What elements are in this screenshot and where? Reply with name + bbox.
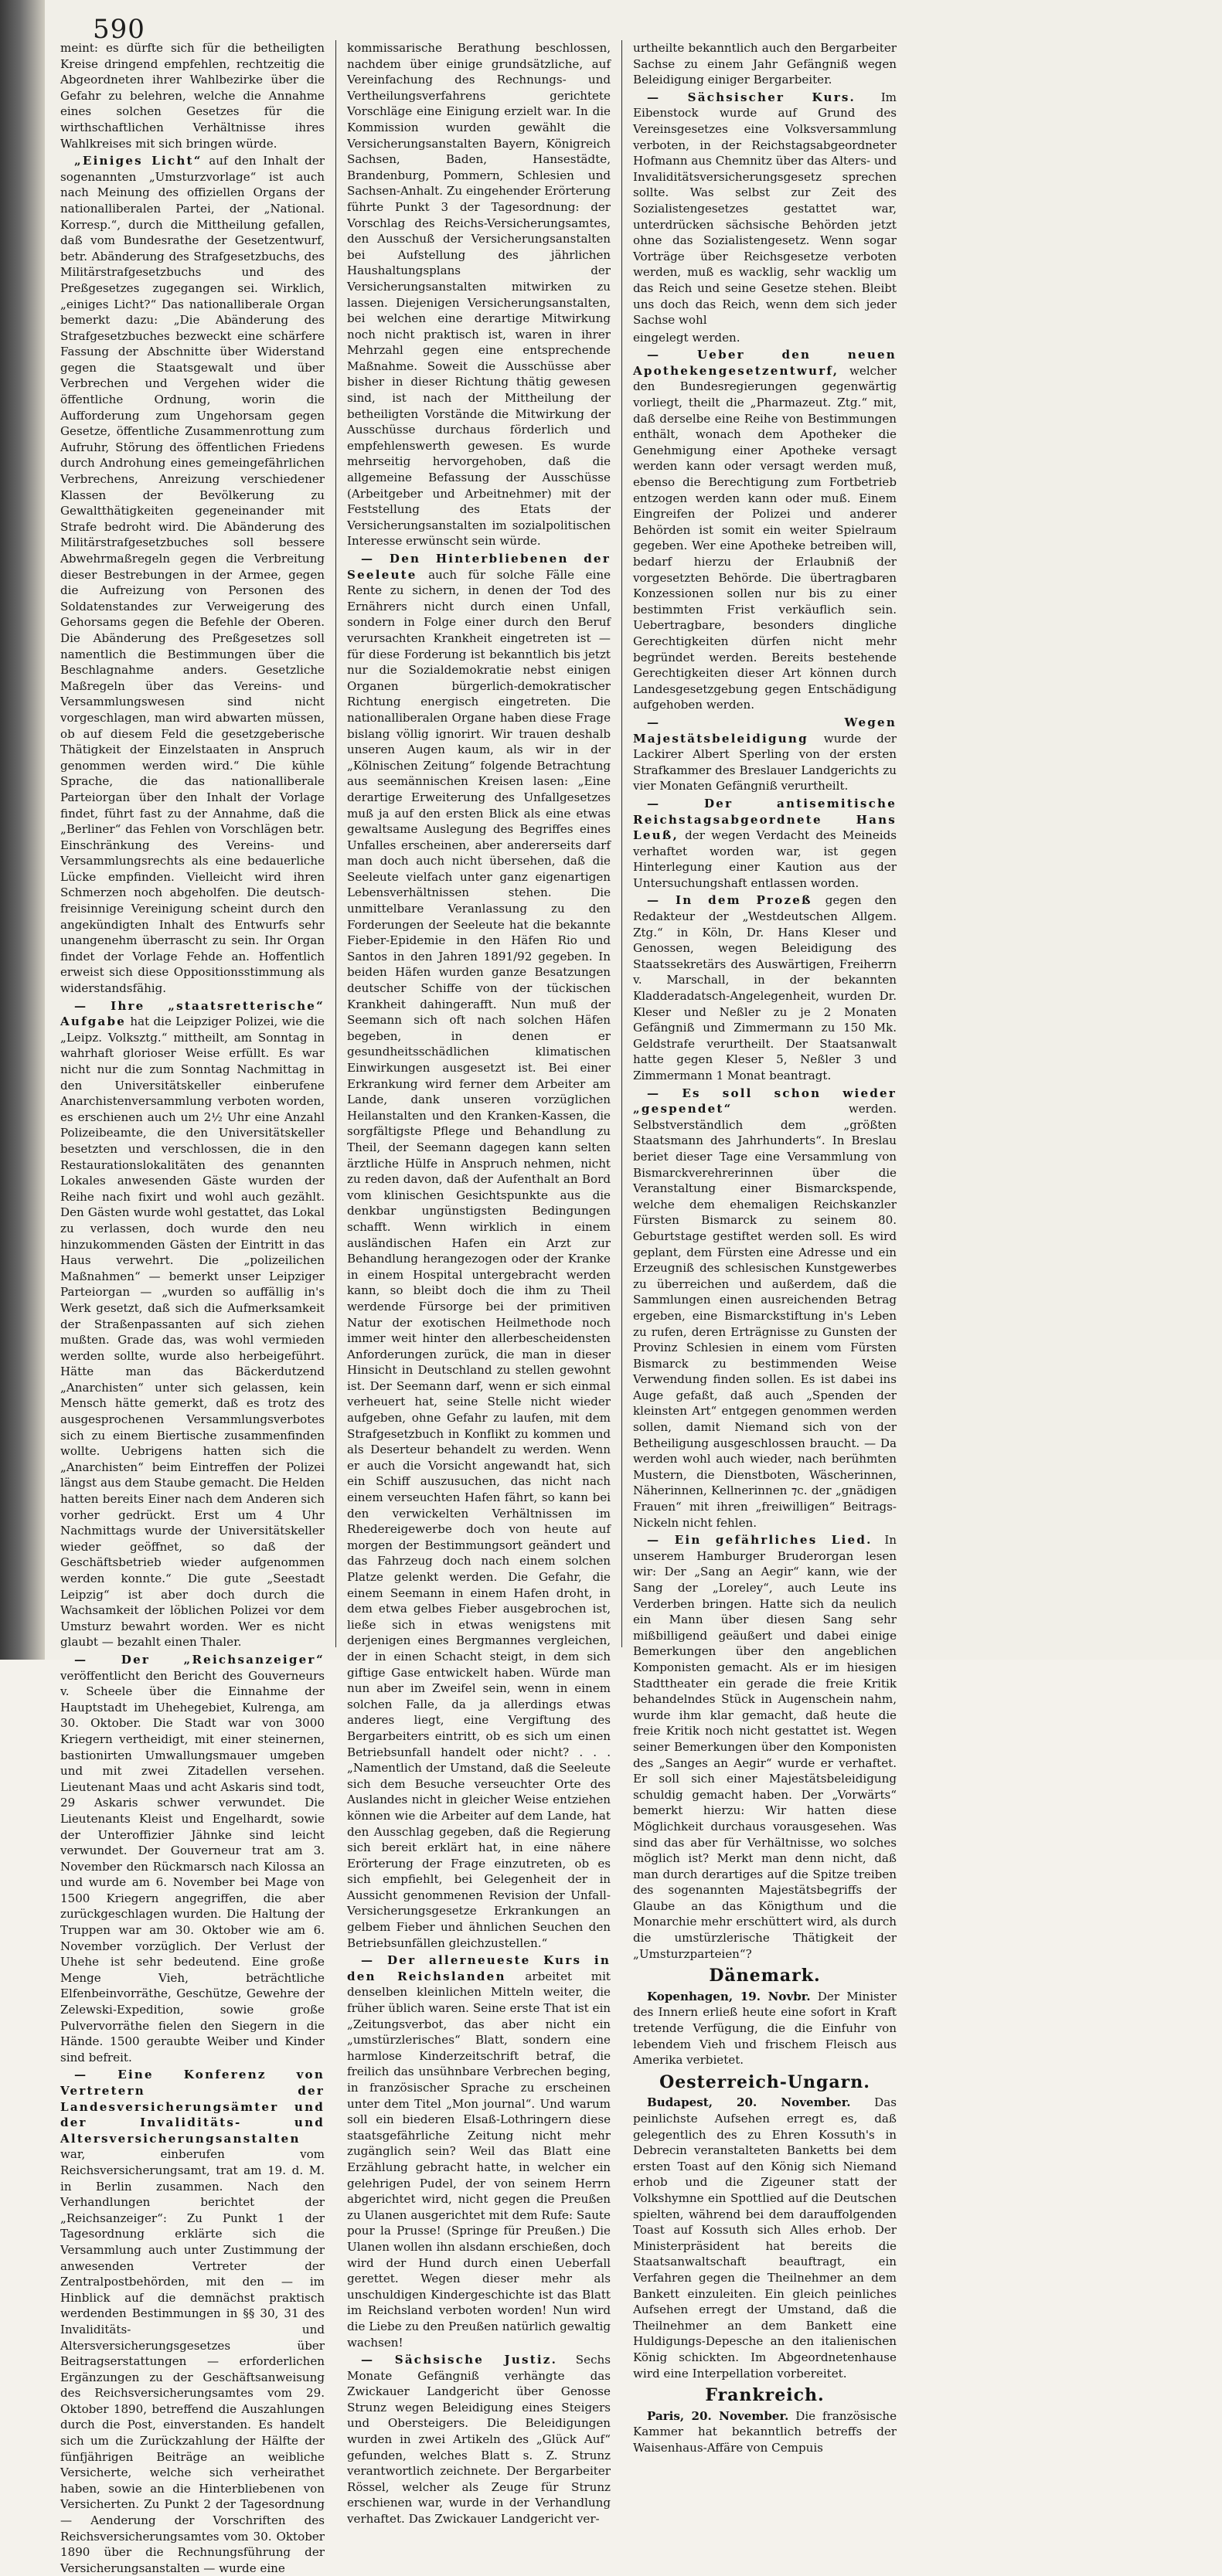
article-paragraph [60,998,325,1650]
book-binding-edge [0,0,45,1660]
column-2 [335,40,621,2527]
article-paragraph [347,2352,611,2527]
article-text: Der Minister des Innern erließ heute eine sofort in Kraft tretende Verfügung, die die Einfuhr von lebendem Vieh und frischem Fleisch aus Amerika verbietet. [633,1989,897,2068]
article-paragraph [60,1652,325,2065]
article-text: meint: es dürfte sich für die betheiligten Kreise dringend empfehlen, rechtzeitig die Abgeordneten ihrer Wahlbezirke über die Gefahr zu belehren, welche die Annahme eines solchen Gesetzes für die wirthschaftlichen Verhältnisse ihres Wahlkreises mit sich bringen würde. [60,41,325,151]
article-paragraph [60,40,325,151]
article-paragraph [633,715,897,794]
article-text: war, einberufen vom Reichsversicherungsamt, trat am 19. d. M. in Berlin zusammen. Nach den Verhandlungen berichtet der „Reichsanzeiger“: Zu Punkt 1 der Tagesordnung erklärte sich die Versammlung auch unter Zustimmung der anwesenden Vertreter der Zentralpostbehörden, mit den — im Hinblick auf die demnächst praktisch werdenden Bestimmungen in §§ 30, 31 des Invaliditäts- und Altersversicherungsgesetzes über Beitragserstattungen — erforderlichen Ergänzungen zu der Geschäftsanweisung des Reichsversicherungsamtes vom 29. Oktober 1890, betreffend die Auszahlungen durch die Post, einverstanden. Es handelt sich um die Zurückzahlung der Hälfte der fünfjährigen Beiträge an weibliche Versicherte, welche sich verheirathet haben, sowie an die Hinterbliebenen von Versicherten. Zu Punkt 2 der Tagesordnung — Aenderung der Vorschriften des Reichsversicherungsamtes vom 30. Oktober 1890 über die Rechnungsführung der Versicherungsanstalten — wurde eine [60,2147,325,2575]
article-paragraph [633,90,897,328]
article-lead: — Der „Reichsanzeiger“ [74,1652,325,1667]
article-text: welcher den Bundesregierungen gegenwärtig vorliegt, theilt die „Pharmazeut. Ztg.“ mit, daß derselbe eine Reihe von Bestimmungen enthält, wonach dem Apotheker die Genehmigung einer Apotheke versagt werden kann oder versagt werden muß, ebenso die Berechtigung zum Fortbetrieb entzogen werden kann oder muß. Einem Eingreifen der Polizei und anderer Behörden ist somit ein weiter Spielraum gegeben. Wer eine Apotheke betreiben will, bedarf hierzu der Erlaubniß der vorgesetzten Behörde. Die übertragbaren Konzessionen sollen nur bis zu einer bestimmten Frist verkäuflich sein. Uebertragbare, besonders dingliche Gerechtigkeiten dürfen nicht mehr begründet werden. Bereits bestehende Gerechtigkeiten dieser Art können durch Landesgesetzgebung gegen Entschädigung aufgehoben werden. [633,363,897,712]
article-text: kommissarische Berathung beschlossen, nachdem über einige grundsätzliche, auf Vereinfachung des Rechnungs- und Vertheilungsverfahrens gerichtete Vorschläge eine Einigung erzielt war. In die Kommission wurden gewählt die Versicherungsanstalten Bayern, Königreich Sachsen, Baden, Hansestädte, Brandenburg, Pommern, Schlesien und Sachsen-Anhalt. Zu eingehender Erörterung führte Punkt 3 der Tagesordnung: der Vorschlag des Reichs-Versicherungsamtes, den Ausschuß der Versicherungsanstalten bei Aufstellung des jährlichen Haushaltungsplans der Versicherungsanstalten mitwirken zu lassen. Diejenigen Versicherungsanstalten, bei welchen eine derartige Mitwirkung noch nicht praktisch ist, waren in ihrer Mehrzahl gegen eine entsprechende Maßnahme. Soweit die Ausschüsse aber bisher in dieser Richtung thätig gewesen sind, ist nach der Mittheilung der betheiligten Vorstände die Mitwirkung der Ausschüsse durchaus förderlich und empfehlenswerth gewesen. Es wurde mehrseitig hervorgehoben, daß die allgemeine Befassung der Ausschüsse (Arbeitgeber und Arbeitnehmer) mit der Feststellung des Etats der Versicherungsanstalten im sozialpolitischen Interesse erwünscht sein würde. [347,41,611,549]
dateline: Kopenhagen, 19. Novbr. [647,1989,811,2003]
article-lead: — Eine Konferenz von Vertretern der Landesversicherungsämter und der Invaliditäts- und Altersversicherungsanstalten [60,2068,325,2146]
article-text: urtheilte bekanntlich auch den Bergarbeiter Sachse zu einem Jahr Gefängniß wegen Beleidigung einiger Bergarbeiter. [633,41,897,87]
article-paragraph [633,2408,897,2456]
article-paragraph [347,551,611,1951]
article-paragraph [347,40,611,549]
article-text: gegen den Redakteur der „Westdeutschen Allgem. Ztg.“ in Köln, Dr. Hans Kleser und Genossen, wegen Beleidigung des Staatssekretärs des Auswärtigen, Freiherrn v. Marschall, in der bekannten Kladderadatsch-Angelegenheit, wurden Dr. Kleser und Neßler zu je 2 Monaten Gefängniß und Zimmermann zu 150 Mk. Geldstrafe verurtheilt. Der Staatsanwalt hatte gegen Kleser 5, Neßler 3 und Zimmermann 1 Monat beantragt. [633,893,897,1082]
article-text: der wegen Verdacht des Meineids verhaftet worden war, ist gegen Hinterlegung einer Kaution aus der Untersuchungshaft entlassen worden. [633,828,897,890]
article-text: veröffentlicht den Bericht des Gouverneurs v. Scheele über die Einnahme der Hauptstadt im Uhehegebiet, Kulrenga, am 30. Oktober. Die Stadt war von 3000 Kriegern vertheidigt, mit einer steinernen, bastionirten Umwallungsmauer umgeben und mit zwei Zitadellen versehen. Lieutenant Maas und acht Askaris sind todt, 29 Askaris schwer verwundet. Die Lieutenants Kleist und Engelhardt, sowie der Unteroffizier Jähnke sind leicht verwundet. Der Gouverneur trat am 3. November den Rückmarsch nach Kilossa an und wurde am 6. November bei Mage von 1500 Kriegern angegriffen, die aber zurückgeschlagen wurden. Die Haltung der Truppen war am 30. Oktober wie am 6. November vorzüglich. Der Verlust der Uhehe ist sehr bedeutend. Eine große Menge Vieh, beträchtliche Elfenbeinvorräthe, Geschütze, Gewehre der Zelewski-Expedition, sowie große Pulvervorräthe fielen den Siegern in die Hände. 1500 geraubte Weiber und Kinder sind befreit. [60,1668,325,2065]
article-lead: — Ihre „staatsretterische“ Aufgabe [60,998,325,1029]
article-paragraph [633,1086,897,1531]
article-text: eingelegt werden. [633,330,740,345]
article-paragraph [633,892,897,1083]
article-text: In unserem Hamburger Bruderorgan lesen wir: Der „Sang an Aegir“ kann, wie der Sang der „Loreley“, auch Leute ins Verderben bringen. Hatte sich da neulich ein Mann über diesen Sang sehr mißbilligend geäußert und dabei einige Bemerkungen über den angeblichen Komponisten gemacht. Als er im hiesigen Stadttheater ein gerade die freie Kritik behandelndes Stück in Augenschein nahm, wurde ihm klar gemacht, daß heute die freie Kritik noch nicht gestattet ist. Wegen seiner Bemerkungen über den Komponisten des „Sanges an Aegir“ wurde er verhaftet. Er soll sich einer Majestätsbeleidigung schuldig gemacht haben. Der „Vorwärts“ bemerkt hierzu: Wir hatten diese Möglichkeit durchaus vorausgesehen. Was sind das aber für Verhältnisse, wo solches möglich ist? Merkt man denn nicht, daß man durch derartiges auf die Spitze treiben des sogenannten Majestätsbegriffs der Glaube an das Königthum und die Monarchie mehr erschüttert wird, als durch die umstürzlerische Thätigkeit der „Umsturzparteien“? [633,1533,897,1961]
article-lead: — Den Hinterbliebenen der Seeleute [347,552,611,582]
dateline: Budapest, 20. November. [647,2095,851,2110]
article-lead: — Der antisemitische Reichstagsabgeordnete Hans Leuß, [633,796,897,843]
article-lead: — Es soll schon wieder „gespendet“ [633,1086,897,1116]
article-paragraph [633,1989,897,2068]
article-paragraph [633,40,897,88]
column-1 [49,40,335,2575]
article-paragraph [347,1952,611,2350]
dateline: Paris, 20. November. [647,2408,789,2423]
section-heading: Frankreich. [705,2385,825,2406]
article-text: Sechs Monate Gefängniß verhängte das Zwickauer Landgericht über Genosse Strunz wegen Beleidigung eines Steigers und Obersteigers. Die Beleidigungen wurden in zwei Artikeln des „Glück Auf“ gefunden, welches Blatt s. Z. Strunz verantwortlich zeichnete. Der Bergarbeiter Rössel, welcher als Zeuge für Strunz erschienen war, wurde in der Verhandlung verhaftet. Das Zwickauer Landgericht ver- [347,2353,611,2527]
article-lead: — Wegen Majestätsbeleidigung [633,715,897,746]
page-number: 590 [93,14,145,45]
article-lead: — Sächsischer Kurs. [647,90,856,104]
article-text: auf den Inhalt der sogenannten „Umsturzvorlage“ ist auch nach Meinung des offiziellen Organs der nationalliberalen Partei, der „National. Korresp.“, durch die Mittheilung gefallen, daß vom Bundesrathe der Gesetzentwurf, betr. Abänderung des Strafgesetzbuchs, des Militärstrafgesetzbuchs und des Preßgesetzes zugegangen sei. Wirklich, „einiges Licht?“ Das nationalliberale Organ bemerkt dazu: „Die Abänderung des Strafgesetzbuches bezweckt eine schärfere Fassung der Abschnitte über Widerstand gegen die Staatsgewalt und über Verbrechen und Vergehen wider die öffentliche Ordnung, worin die Aufforderung zum Ungehorsam gegen Gesetze, öffentliche Zusammenrottung zum Aufruhr, Störung des öffentlichen Friedens durch Androhung eines gemeingefährlichen Verbrechens, Anreizung verschiedener Klassen der Bevölkerung zu Gewaltthätigkeiten gegeneinander mit Strafe bedroht wird. Die Abänderung des Militärstrafgesetzbuches soll bessere Abwehrmaßregeln gegen die Verbreitung dieser Bestrebungen in der Armee, gegen die Aufreizung von Personen des Soldatenstandes zur Verweigerung des Gehorsams gegen die Befehle der Oberen. Die Abänderung des Preßgesetzes soll namentlich die Bestimmungen über die Beschlagnahme anders. Gesetzliche Maßregeln über das Vereins- und Versammlungswesen sind nicht vorgeschlagen, man wird abwarten müssen, ob auf diesem Feld die gesetzgeberische Thätigkeit der Einzelstaaten in Anspruch genommen werden wird.“ Die kühle Sprache, die das nationalliberale Parteiorgan über den Inhalt der Vorlage findet, führt fast zu der Annahme, daß die „Berliner“ das Fehlen von Vorschlägen betr. Einschränkung des Vereins- und Versammlungsrechts als eine bedauerliche Lücke empfinden. Vielleicht wird ihren Schmerzen noch abgeholfen. Die deutsch-freisinnige Vereinigung scheint durch den angekündigten Inhalt des Entwurfs sehr unangenehm überrascht zu sein. Ihr Organ findet der Vorlage Fehde an. Hoffentlich erweist sich diese Oppositionsstimmung als widerstandsfähig. [60,154,325,996]
article-lead: — In dem Prozeß [647,893,812,908]
article-text: werden. Selbstverständlich dem „größten Staatsmann des Jahrhunderts“. In Breslau beriet dieser Tage eine Versammlung von Bismarckverehrerinnen über die Veranstaltung einer Bismarckspende, welche dem ehemaligen Reichskanzler Fürsten Bismarck zu seinem 80. Geburtstage gestiftet werden soll. Es wird geplant, dem Fürsten eine Adresse und ein Erzeugniß des schlesischen Kunstgewerbes zu überreichen und außerdem, daß die Sammlungen einen ausreichenden Betrag ergeben, eine Bismarckstiftung in's Leben zu rufen, deren Erträgnisse zu Gunsten der Provinz Schlesien in einem vom Fürsten Bismarck zu bestimmenden Weise Verwendung finden sollen. Es ist dabei ins Auge gefaßt, daß auch „Spenden der kleinsten Art“ entgegen genommen werden sollen, damit Niemand sich von der Betheiligung ausgeschlossen braucht. — Da werden wohl auch wieder, nach berühmten Mustern, die Dienstboten, Wäscherinnen, Näherinnen, Kellnerinnen ⁊c. der „gnädigen Frauen“ mit ihren „freiwilligen“ Beitrags-Nickeln nicht fehlen. [633,1102,897,1530]
article-paragraph [60,153,325,996]
section-heading: Dänemark. [709,1966,821,1986]
article-text: Das peinlichste Aufsehen erregt es, daß gelegentlich des zu Ehren Kossuth's in Debrecin veranstalteten Banketts bei dem ersten Toast auf den König sich Niemand erhob und die Zigeuner statt der Volkshymne ein Spottlied auf die Deutschen spielten, während bei dem darauffolgenden Toast auf Kossuth sich Alles erhob. Der Ministerpräsident hat bereits die Staatsanwaltschaft beauftragt, ein Verfahren gegen die Theilnehmer an dem Bankett einzuleiten. Ein gleich peinliches Aufsehen erregt der Umstand, daß die Theilnehmer an dem Bankett eine Huldigungs-Depesche an den italienischen König schickten. Im Abgeordnetenhause wird eine Interpellation vorbereitet. [633,2095,897,2381]
article-text: Die französische Kammer hat bekanntlich betreffs der Waisenhaus-Affäre von Cempuis [633,2408,897,2455]
article-paragraph [633,347,897,713]
article-text: hat die Leipziger Polizei, wie die „Leipz. Volksztg.“ mittheilt, am Sonntag in wahrhaft glorioser Weise erfüllt. Es war nicht nur die zum Sonntag Nachmittag in den Universitätskeller einberufene Anarchistenversammlung verboten worden, es erschienen auch um 2½ Uhr eine Anzahl Polizeibeamte, die den Universitätskeller besetzten und verschlossen, die in den Restaurationslokalitäten des genannten Lokales anwesenden Gäste wurden der Reihe nach fixirt und wohl auch gezählt. Den Gästen wurde wohl gestattet, das Lokal zu verlassen, doch wurde den neu hinzukommenden Gästen der Eintritt in das Haus verwehrt. Die „polizeilichen Maßnahmen“ — bemerkt unser Leipziger Parteiorgan — „wurden so auffällig in's Werk gesetzt, daß sich die Aufmerksamkeit der Straßenpassanten auf sich ziehen mußten. Grade das, was wohl vermieden werden sollte, wurde also herbeigeführt. Hätte man das Bäckerdutzend „Anarchisten“ unter sich gelassen, kein Mensch hätte gemerkt, daß es trotz des ausgesprochenen Versammlungsverbotes sich zu einem Biertische zusammenfinden wollte. Uebrigens hatten sich die „Anarchisten“ beim Eintreffen der Polizei längst aus dem Staube gemacht. Die Helden hatten bereits Einer nach dem Anderen sich vorher gedrückt. Erst um 4 Uhr Nachmittags wurde der Universitätskeller wieder geöffnet, so daß der Geschäftsbetrieb wieder aufgenommen werden konnte.“ Die gute „Seestadt Leipzig“ ist aber doch durch die Wachsamkeit der löblichen Polizei vor dem Umsturz bewahrt worden. Wer es nicht glaubt — bezahlt einen Thaler. [60,1014,325,1650]
article-text: arbeitet mit denselben kleinlichen Mitteln weiter, die früher üblich waren. Seine erste That ist ein „Zeitungsverbot, das aber nicht ein „umstürzlerisches“ Blatt, sondern eine harmlose Kinderzeitschrift betraf, die freilich das unsühnbare Verbrechen beging, in französischer Sprache zu erscheinen unter dem Titel „Mon journal“. Und warum soll ein biederen Elsaß-Lothringern diese staatsgefährliche Zeitung nicht mehr zugänglich sein? Weil das Blatt eine Erzählung gebracht hatte, in welcher ein gelehrigen Pudel, der von seinem Herrn abgerichtet wird, nicht gegen die Preußen zu Ulanen ausgerichtet mit dem Rufe: Saute pour la Prusse! (Springe für Preußen.) Die Ulanen wollen ihn alsdann erschießen, doch wird der Hund durch einen Ueberfall gerettet. Wegen dieser mehr als unschuldigen Kindergeschichte ist das Blatt im Reichsland verboten worden! Nun wird die Liebe zu den Preußen natürlich gewaltig wachsen! [347,1969,611,2350]
article-lead: — Ueber den neuen Apothekengesetzentwurf, [633,348,897,378]
section-heading: Oesterreich-Ungarn. [659,2071,870,2092]
article-text: wurde der Lackirer Albert Sperling von der ersten Strafkammer des Breslauer Landgerichts zu vier Monaten Gefängniß verurtheilt. [633,731,897,794]
column-3 [621,40,907,2455]
article-paragraph [633,796,897,892]
article-text: Im Eibenstock wurde auf Grund des Vereinsgesetzes eine Volksversammlung verboten, in der Reichstagsabgeordneter Hofmann aus Chemnitz über das Alters- und Invaliditätsversicherungsgesetz sprechen sollte. Was selbst zur Zeit des Sozialistengesetzes gestattet war, unterdrücken sächsische Behörden jetzt ohne das Sozialistengesetz. Wenn sogar Vorträge über Reichsgesetze verboten werden, muß es wacklig, sehr wacklig um das Reich und seine Gesetze stehen. Bleibt uns doch das Reich, wenn dem sich jeder Sachse wohl [633,90,897,328]
article-lead: — Ein gefährliches Lied. [647,1533,873,1548]
article-lead: — Der allerneueste Kurs in den Reichslanden [347,1953,611,1983]
article-text: auch für solche Fälle eine Rente zu sichern, in denen der Tod des Ernährers nicht durch einen Unfall, sondern in Folge einer durch den Beruf verursachten Krankheit eingetreten ist — für diese Forderung ist bekanntlich bis jetzt nur die Sozialdemokratie nebst einigen Organen bürgerlich-demokratischer Richtung energisch eingetreten. Die nationalliberalen Organe haben diese Frage bislang völlig ignorirt. Wir trauen deshalb unseren Augen kaum, als wir in der „Kölnischen Zeitung“ folgende Betrachtung aus seemännischen Kreisen lasen: „Eine derartige Erweiterung des Unfallgesetzes muß ja auf den ersten Blick als eine etwas gewaltsame Auslegung des Begriffes eines Unfalles erscheinen, aber andererseits darf man doch auch nicht übersehen, daß die Seeleute vielfach unter ganz eigenartigen Lebensverhältnissen stehen. Die unmittelbare Veranlassung zu den Forderungen der Seeleute hat die bekannte Fieber-Epidemie in den Häfen Rio und Santos in den Jahren 1891/92 gegeben. In beiden Häfen wurden ganze Besatzungen deutscher Schiffe von der tückischen Krankheit dahingerafft. Nun muß der Seemann sich oft nach solchen Häfen begeben, in denen er gesundheitsschädlichen klimatischen Einwirkungen ausgesetzt ist. Bei einer Erkrankung wird ferner dem Arbeiter am Lande, dank unseren vorzüglichen Heilanstalten und den Kranken-Kassen, die sorgfältigste Pflege und Behandlung zu Theil, der Seemann dagegen kann selten ärztliche Hülfe in Anspruch nehmen, nicht zu reden davon, daß der Aufenthalt an Bord vom klinischen Gesichtspunkte aus die denkbar ungünstigsten Bedingungen schafft. Wenn wirklich in einem ausländischen Hafen ein Arzt zur Behandlung herangezogen oder der Kranke in einem Hospital untergebracht werden kann, so bleibt doch die ihm zu Theil werdende Fürsorge bei der primitiven Natur der exotischen Heilmethode noch immer weit hinter den allerbescheidensten Anforderungen zurück, die man in dieser Hinsicht in Deutschland zu stellen gewohnt ist. Der Seemann darf, wenn er sich einmal verheuert hat, seine Stelle nicht wieder aufgeben, ohne Gefahr zu laufen, mit dem Strafgesetzbuch in Konflikt zu kommen und als Deserteur behandelt zu werden. Wenn er auch die Vorsicht angewandt hat, sich ein Schiff auszusuchen, das nicht nach einem verseuchten Hafen fährt, so kann bei den verwickelten Verhältnissen im Rhedereigewerbe doch von heute auf morgen der Bestimmungsort geändert und das Fahrzeug doch nach einem solchen Platze gelenkt werden. Die Gefahr, die einem Seemann in einem Hafen droht, in dem etwa gelbes Fieber ausgebrochen ist, ließe sich in etwas wenigstens mit derjenigen eines Bergmannes vergleichen, der in einen Schacht steigt, in dem sich giftige Gase entwickelt haben. Würde man nun aber im Zweifel sein, wenn in einem solchen Falle, da ja allerdings etwas anderes liegt, eine Vergiftung des Bergarbeiters eintritt, ob es sich um einen Betriebsunfall handelt oder nicht? . . . „Namentlich der Umstand, daß die Seeleute sich dem Besuche verseuchter Orte des Auslandes nicht in gleicher Weise entziehen können wie die Arbeiter auf dem Lande, hat den Ausschlag gegeben, daß die Regierung sich bereit erklärt hat, in eine nähere Erörterung der Frage einzutreten, ob es sich empfiehlt, bei Gelegenheit der in Aussicht genommenen Revision der Unfall-Versicherungsgesetze Erkrankungen an gelbem Fieber und ähnlichen Seuchen den Betriebsunfällen gleichzustellen.“ [347,567,611,1950]
article-paragraph [60,2067,325,2576]
article-paragraph [633,330,897,346]
article-paragraph [633,2095,897,2381]
article-lead: „Einiges Licht“ [74,154,203,168]
article-paragraph [633,1532,897,1962]
text-columns [49,40,1209,2575]
article-lead: — Sächsische Justiz. [361,2353,558,2367]
